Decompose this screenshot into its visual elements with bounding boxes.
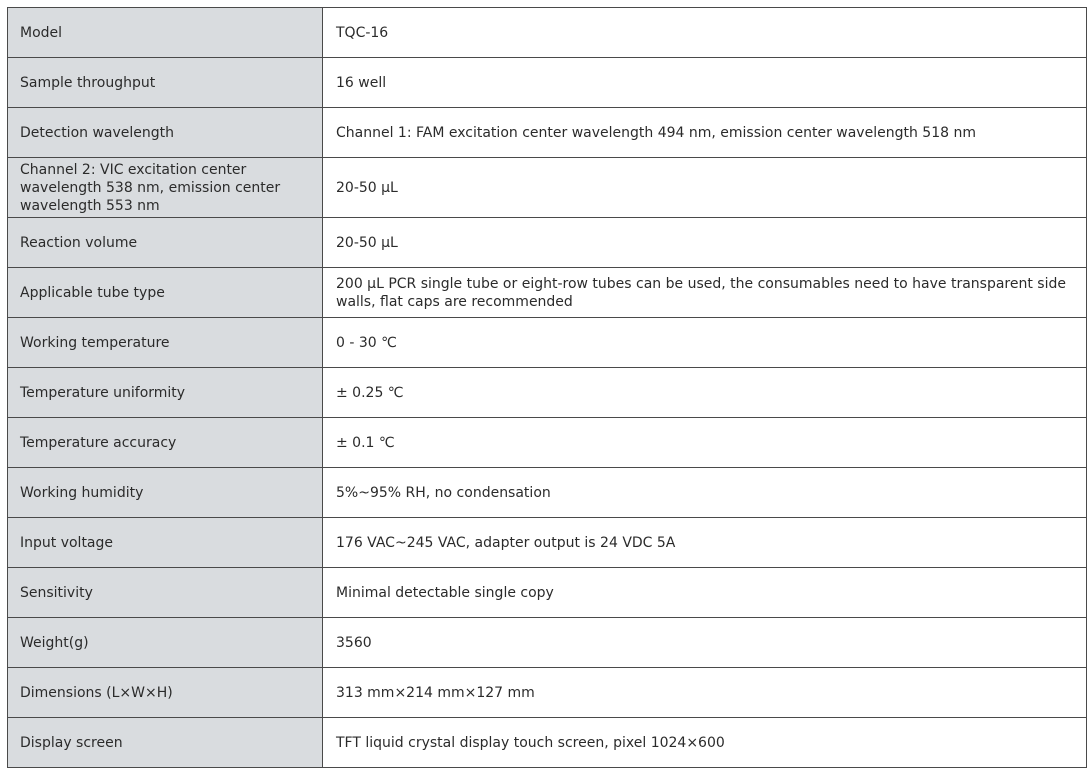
table-row [8, 158, 1087, 218]
table-row [8, 318, 1087, 368]
row-label: Display screen [8, 718, 323, 768]
row-value: Channel 1: FAM excitation center wavelength 494 nm, emission center wavelength 518 nm [323, 108, 1087, 158]
spec-table-body [8, 8, 1087, 768]
row-label: Detection wavelength [8, 108, 323, 158]
row-value: 16 well [323, 58, 1087, 108]
row-value: 313 mm×214 mm×127 mm [323, 668, 1087, 718]
row-value: ± 0.25 ℃ [323, 368, 1087, 418]
table-row [8, 718, 1087, 768]
table-row [8, 218, 1087, 268]
row-value: ± 0.1 ℃ [323, 418, 1087, 468]
row-value: 0 - 30 ℃ [323, 318, 1087, 368]
row-value: Minimal detectable single copy [323, 568, 1087, 618]
row-label: Channel 2: VIC excitation center wavelength 538 nm, emission center wavelength 553 nm [8, 158, 323, 218]
row-label: Model [8, 8, 323, 58]
row-label: Weight(g) [8, 618, 323, 668]
row-label: Dimensions (L×W×H) [8, 668, 323, 718]
row-label: Sensitivity [8, 568, 323, 618]
spec-table [7, 7, 1087, 768]
row-value: TFT liquid crystal display touch screen, pixel 1024×600 [323, 718, 1087, 768]
table-row [8, 618, 1087, 668]
row-label: Applicable tube type [8, 268, 323, 318]
table-row [8, 468, 1087, 518]
row-value: 3560 [323, 618, 1087, 668]
row-label: Temperature uniformity [8, 368, 323, 418]
row-label: Input voltage [8, 518, 323, 568]
table-row [8, 668, 1087, 718]
table-row [8, 368, 1087, 418]
table-row [8, 568, 1087, 618]
row-value: 200 μL PCR single tube or eight-row tubes can be used, the consumables need to have transparent side walls, flat caps are recommended [323, 268, 1087, 318]
row-label: Sample throughput [8, 58, 323, 108]
row-label: Working humidity [8, 468, 323, 518]
row-value: TQC-16 [323, 8, 1087, 58]
row-label: Temperature accuracy [8, 418, 323, 468]
table-row [8, 8, 1087, 58]
table-row [8, 268, 1087, 318]
row-value: 20-50 μL [323, 218, 1087, 268]
row-label: Working temperature [8, 318, 323, 368]
row-label: Reaction volume [8, 218, 323, 268]
table-row [8, 58, 1087, 108]
row-value: 5%~95% RH, no condensation [323, 468, 1087, 518]
table-row [8, 418, 1087, 468]
row-value: 20-50 μL [323, 158, 1087, 218]
table-row [8, 518, 1087, 568]
table-row [8, 108, 1087, 158]
row-value: 176 VAC~245 VAC, adapter output is 24 VDC 5A [323, 518, 1087, 568]
